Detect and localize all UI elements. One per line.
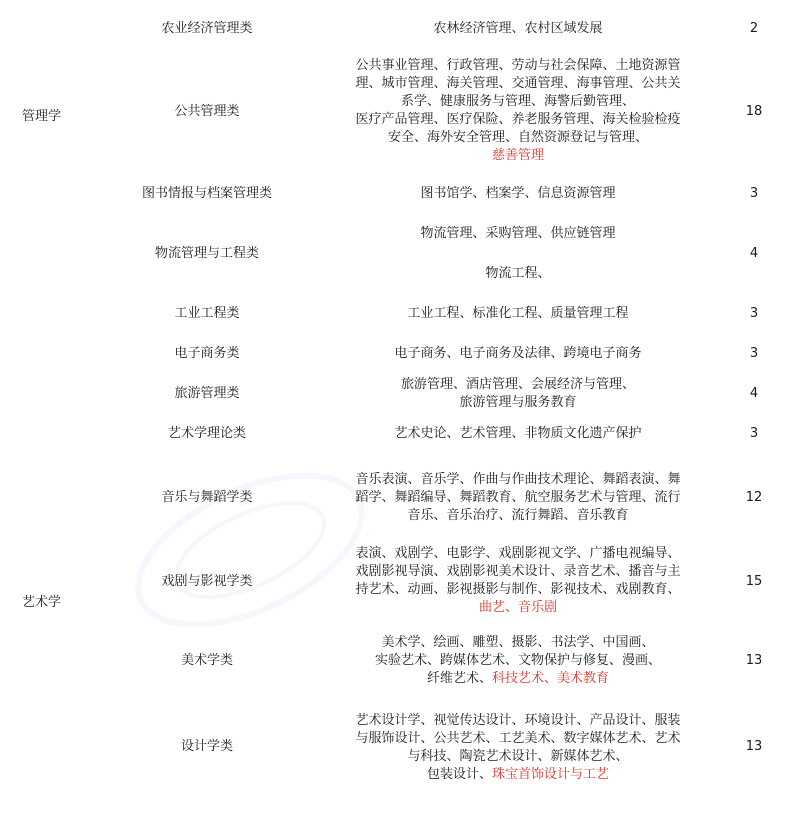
majors-line: 安全、海外安全管理、自然资源登记与管理、 (387, 130, 648, 145)
majors-line: 工业工程、标准化工程、质量管理工程 (407, 306, 629, 321)
category-cell: 公共管理类 (174, 104, 240, 119)
count-cell: 3 (749, 306, 759, 321)
category-cell: 电子商务类 (174, 346, 240, 361)
count-cell: 4 (749, 386, 759, 401)
majors-cell (308, 545, 728, 617)
category-cell: 农业经济管理类 (161, 21, 253, 36)
majors-cell (308, 634, 728, 688)
majors-line: 医疗产品管理、医疗保险、养老服务管理、海关检验检疫 (355, 112, 681, 127)
count-cell: 3 (749, 426, 759, 441)
category-cell: 旅游管理类 (174, 386, 240, 401)
category-cell: 工业工程类 (174, 306, 240, 321)
majors-line: 持艺术、动画、影视摄影与制作、影视技术、戏剧教育、 (355, 582, 681, 597)
majors-line-highlight: 科技艺术、美术教育 (492, 671, 610, 686)
majors-line: 音乐、音乐治疗、流行舞蹈、音乐教育 (407, 508, 629, 523)
majors-cell (308, 712, 728, 784)
majors-line: 艺术史论、艺术管理、非物质文化遗产保护 (394, 426, 642, 441)
majors-cell (308, 425, 728, 443)
category-cell: 设计学类 (180, 739, 233, 754)
category-cell: 艺术学理论类 (167, 426, 246, 441)
count-cell: 3 (749, 346, 759, 361)
majors-line: 公共事业管理、行政管理、劳动与社会保障、土地资源管 (355, 58, 681, 73)
majors-line: 旅游管理与服务教育 (459, 395, 577, 410)
majors-cell (308, 185, 728, 203)
majors-line: 表演、戏剧学、电影学、戏剧影视文学、广播电视编导、 (355, 546, 681, 561)
majors-cell (308, 20, 728, 38)
majors-cell (308, 471, 728, 525)
count-cell: 3 (749, 186, 759, 201)
majors-line-highlight: 慈善管理 (491, 148, 544, 163)
count-cell: 18 (745, 104, 763, 119)
majors-line: 理、城市管理、海关管理、交通管理、海事管理、公共关 (355, 76, 681, 91)
majors-line: 图书馆学、档案学、信息资源管理 (420, 186, 616, 201)
majors-line-mixed (308, 766, 728, 784)
majors-cell (308, 225, 728, 283)
majors-cell (308, 345, 728, 363)
majors-line: 实验艺术、跨媒体艺术、文物保护与修复、漫画、 (374, 653, 661, 668)
majors-cell (308, 305, 728, 323)
count-cell: 15 (745, 574, 763, 589)
majors-line: 与服饰设计、公共艺术、工艺美术、数字媒体艺术、艺术 (355, 731, 681, 746)
discipline-label-management: 管理学 (22, 109, 62, 124)
category-cell: 戏剧与影视学类 (161, 574, 253, 589)
majors-line: 与科技、陶瓷艺术设计、新媒体艺术、 (407, 749, 629, 764)
majors-cell (308, 57, 728, 165)
majors-line: 系学、健康服务与管理、海警后勤管理、 (400, 94, 635, 109)
majors-line: 蹈学、舞蹈编导、舞蹈教育、航空服务艺术与管理、流行 (355, 490, 681, 505)
count-cell: 12 (745, 490, 763, 505)
count-cell: 13 (745, 739, 763, 754)
majors-line: 美术学、绘画、雕塑、摄影、书法学、中国画、 (381, 635, 655, 650)
category-cell: 物流管理与工程类 (154, 246, 259, 261)
category-cell: 美术学类 (180, 653, 233, 668)
majors-line: 旅游管理、酒店管理、会展经济与管理、 (400, 377, 635, 392)
majors-line-highlight: 曲艺、音乐剧 (478, 600, 557, 615)
category-cell: 音乐与舞蹈学类 (161, 490, 253, 505)
majors-line-highlight: 珠宝首饰设计与工艺 (492, 767, 610, 782)
majors-line: 物流工程、 (485, 266, 551, 281)
majors-cell (308, 376, 728, 412)
majors-line: 物流管理、采购管理、供应链管理 (420, 226, 616, 241)
majors-line: 农林经济管理、农村区域发展 (433, 21, 603, 36)
count-cell: 4 (749, 246, 759, 261)
majors-line: 电子商务、电子商务及法律、跨境电子商务 (394, 346, 642, 361)
majors-line: 音乐表演、音乐学、作曲与作曲技术理论、舞蹈表演、舞 (355, 472, 681, 487)
count-cell: 2 (749, 21, 759, 36)
majors-line-mixed (308, 670, 728, 688)
majors-line: 艺术设计学、视觉传达设计、环境设计、产品设计、服装 (355, 713, 681, 728)
majors-line: 戏剧影视导演、戏剧影视美术设计、录音艺术、播音与主 (355, 564, 681, 579)
category-cell: 图书情报与档案管理类 (141, 186, 272, 201)
majors-line-prefix: 纤维艺术、 (426, 671, 492, 686)
discipline-label-art: 艺术学 (22, 595, 62, 610)
majors-line-prefix: 包装设计、 (426, 767, 492, 782)
count-cell: 13 (745, 653, 763, 668)
